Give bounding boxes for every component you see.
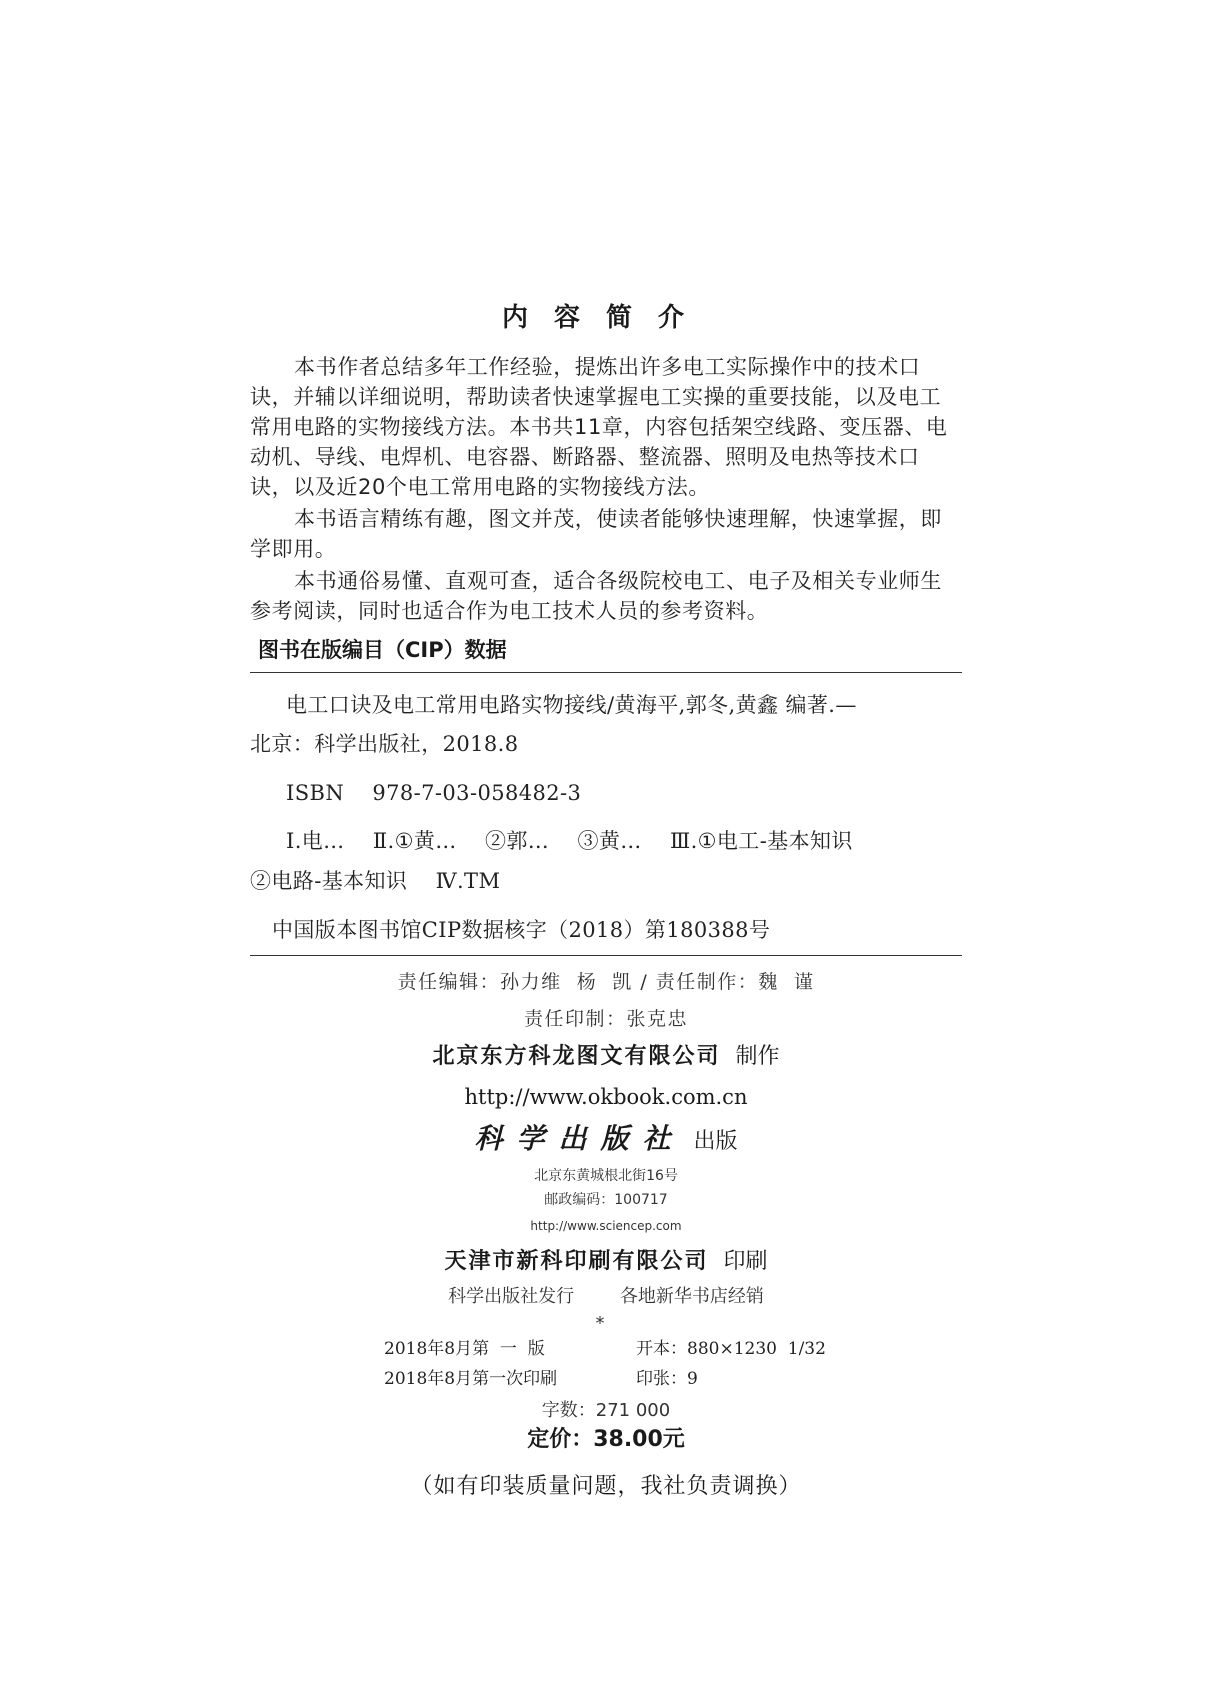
cip-entry-line2: 北京：科学出版社，2018.8 [250,732,519,756]
cip-bottom-rule [250,955,962,956]
publisher-url: http://www.sciencep.com [530,1219,682,1233]
synopsis-paragraph: 本书作者总结多年工作经验，提炼出许多电工实际操作中的技术口诀，并辅以详细说明，帮助读者快速掌握电工实操的重要技能，以及电工常用电路的实物接线方法。本书共11章，内容包括架空线路、变压器、电动机、导线、电焊机、电容器、断路器、整流器、照明及电热等技术口诀，以及近20个电工常用电路的实物接线方法。 [250,355,948,499]
cip-isbn: ISBN 978-7-03-058482-3 [286,781,582,805]
printer-role: 印刷 [723,1249,768,1274]
responsible-editors: 责任编辑：孙力维 杨 凯 / 责任制作：魏 谨 [397,971,815,993]
cip-title: 图书在版编目（CIP）数据 [258,638,507,662]
producer-line [250,1041,962,1073]
printer-name: 天津市新科印刷有限公司 [444,1249,709,1274]
producer-role: 制作 [735,1044,780,1069]
separator-asterisk: * [595,1313,605,1334]
synopsis-paragraph: 本书通俗易懂、直观可查，适合各级院校电工、电子及相关专业师生参考阅读，同时也适合作为电工技术人员的参考资料。 [250,569,942,623]
publisher-role: 出版 [693,1129,738,1154]
producer-name: 北京东方科龙图文有限公司 [432,1044,721,1069]
print-supervisor: 责任印制：张克忠 [523,1008,688,1030]
synopsis-body [250,352,962,626]
quality-notice: （如有印装质量问题，我社负责调换） [410,1474,802,1499]
cip-top-rule [250,672,962,673]
publisher-address: 北京东黄城根北街16号 [534,1168,678,1184]
publisher-postcode: 邮政编码：100717 [544,1192,668,1208]
edition: 2018年8月第 一 版 [384,1339,545,1359]
cip-classification-line1: Ⅰ.电… Ⅱ.①黄… ②郭… ③黄… Ⅲ.①电工-基本知识 [286,829,853,853]
producer-url: http://www.okbook.com.cn [464,1085,748,1109]
printed-sheets: 印张：9 [636,1369,698,1389]
publisher-name: 科学出版社 [474,1122,685,1155]
publisher-line [250,1123,962,1158]
cip-entry-line1: 电工口诀及电工常用电路实物接线/黄海平,郭冬,黄鑫 编著.— [286,693,857,717]
synopsis-paragraph: 本书语言精练有趣，图文并茂，使读者能够快速理解，快速掌握，即学即用。 [250,507,942,561]
cip-classification-line2: ②电路-基本知识 Ⅳ.TM [250,869,501,893]
distribution-line: 科学出版社发行 各地新华书店经销 [448,1286,764,1307]
format: 开本：880×1230 1/32 [636,1339,826,1359]
price: 定价：38.00元 [527,1427,685,1452]
printer-line [250,1246,962,1278]
cip-record-number: 中国版本图书馆CIP数据核字（2018）第180388号 [272,918,771,942]
word-count: 字数：271 000 [541,1400,671,1421]
synopsis-heading: 内容简介 [501,303,710,333]
printing: 2018年8月第一次印刷 [384,1369,558,1389]
